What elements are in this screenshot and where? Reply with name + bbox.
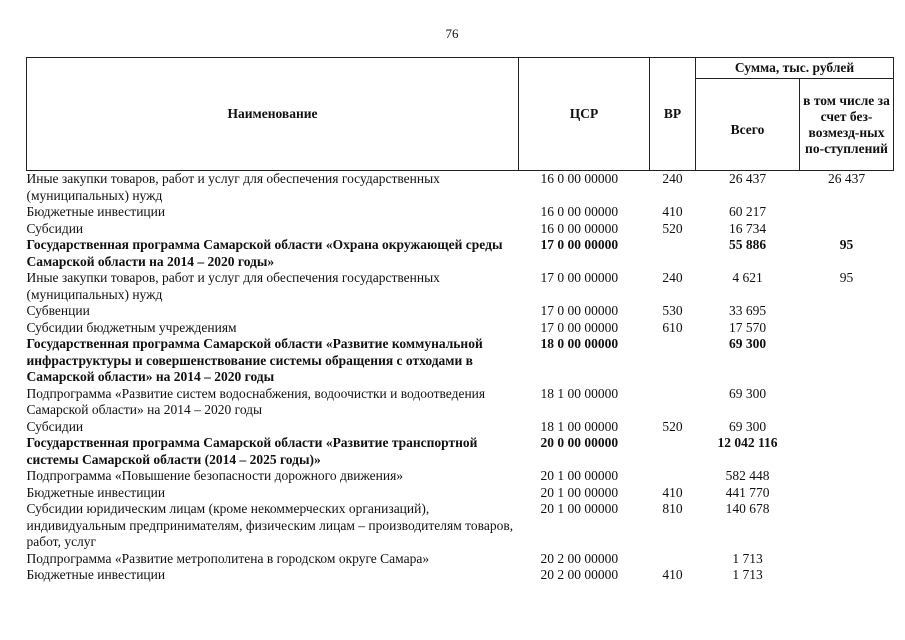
row-total-cell: 55 886 — [728, 237, 767, 252]
row-vr-cell: 410 — [662, 484, 683, 500]
row-gratuitous-cell — [800, 435, 894, 468]
table-row — [27, 336, 894, 386]
row-gratuitous-cell — [800, 336, 894, 386]
row-total-cell: 26 437 — [728, 171, 767, 186]
row-csr-cell: 20 0 00 00000 — [540, 435, 619, 450]
table-row — [27, 485, 894, 502]
row-vr-cell — [650, 386, 696, 419]
row-name-cell: Иные закупки товаров, работ и услуг для обеспечения государственных (муниципальных) нужд — [26, 270, 440, 302]
row-total-cell: 12 042 116 — [717, 435, 778, 450]
row-name-cell: Подпрограмма «Развитие систем водоснабжения, водоочистки и водоотведения Самарской области» на 2014 – 2020 годы — [26, 385, 486, 417]
row-vr-cell: 810 — [662, 501, 683, 516]
row-vr-cell — [650, 336, 696, 386]
row-gratuitous-cell — [800, 567, 894, 584]
row-csr-cell: 18 0 00 00000 — [540, 336, 619, 351]
table-row — [27, 435, 894, 468]
row-total-cell: 441 770 — [725, 484, 770, 500]
table-row — [27, 320, 894, 337]
row-gratuitous-cell — [800, 204, 894, 221]
row-csr-cell: 17 0 00 00000 — [540, 270, 619, 285]
header-sum-group: Сумма, тыс. рублей — [696, 58, 894, 79]
row-vr-cell — [650, 551, 696, 568]
row-vr-cell: 410 — [662, 204, 683, 219]
row-name-cell: Подпрограмма «Повышение безопасности дорожного движения» — [26, 468, 404, 483]
page-number: 76 — [445, 26, 459, 41]
row-name-cell: Бюджетные инвестиции — [26, 204, 166, 219]
table-row — [27, 237, 894, 270]
row-csr-cell: 18 1 00 00000 — [540, 385, 619, 401]
row-total-cell: 582 448 — [725, 468, 770, 483]
table-row — [27, 270, 894, 303]
row-name-cell: Субсидии юридическим лицам (кроме некоммерческих организаций), индивидуальным предпринимателям, физическим лицам – производителям товаров, работ, услуг — [26, 501, 514, 549]
header-total: Всего — [696, 79, 800, 171]
row-gratuitous-cell — [800, 551, 894, 568]
row-gratuitous-cell — [800, 419, 894, 436]
row-name-cell: Подпрограмма «Развитие метрополитена в городском округе Самара» — [26, 550, 430, 566]
row-vr-cell: 240 — [662, 171, 683, 186]
table-row — [27, 551, 894, 568]
row-csr-cell: 16 0 00 00000 — [540, 204, 619, 219]
row-name-cell: Субсидии бюджетным учреждениям — [26, 319, 237, 335]
row-gratuitous-cell — [800, 485, 894, 502]
row-csr-cell: 20 1 00 00000 — [540, 484, 619, 500]
row-total-cell: 140 678 — [725, 501, 770, 516]
row-csr-cell: 20 2 00 00000 — [540, 550, 619, 566]
row-vr-cell: 240 — [662, 270, 683, 285]
row-csr-cell: 20 1 00 00000 — [540, 468, 619, 483]
table-row — [27, 303, 894, 320]
header-vr: ВР — [650, 58, 696, 171]
row-csr-cell: 16 0 00 00000 — [540, 220, 619, 236]
row-total-cell: 69 300 — [728, 336, 767, 351]
row-gratuitous-cell — [800, 386, 894, 419]
row-gratuitous-cell — [800, 303, 894, 320]
table-row — [27, 419, 894, 436]
row-csr-cell: 20 2 00 00000 — [540, 567, 619, 582]
row-name-cell: Государственная программа Самарской области «Охрана окружающей среды Самарской области на 2014 – 2020 годы» — [26, 237, 503, 269]
table-body — [27, 171, 894, 584]
table-header — [27, 58, 894, 171]
row-name-cell: Государственная программа Самарской области «Развитие коммунальной инфраструктуры и совершенствование системы обращения с отходами в Самарской области» на 2014 – 2020 годы — [26, 336, 483, 384]
budget-table — [26, 57, 894, 584]
row-gratuitous-cell — [800, 501, 894, 551]
row-csr-cell: 17 0 00 00000 — [540, 303, 619, 318]
row-name-cell: Субсидии — [26, 220, 84, 236]
row-gratuitous-cell — [800, 221, 894, 238]
row-gratuitous-cell — [800, 320, 894, 337]
row-total-cell: 1 713 — [732, 567, 763, 582]
row-gratuitous-cell: 26 437 — [827, 171, 866, 186]
table-row — [27, 501, 894, 551]
row-name-cell: Бюджетные инвестиции — [26, 484, 166, 500]
row-name-cell: Иные закупки товаров, работ и услуг для обеспечения государственных (муниципальных) нужд — [26, 171, 440, 203]
row-total-cell: 1 713 — [732, 550, 763, 566]
row-vr-cell: 520 — [662, 220, 683, 236]
row-vr-cell — [650, 435, 696, 468]
row-vr-cell — [650, 237, 696, 270]
row-csr-cell: 17 0 00 00000 — [540, 237, 619, 252]
row-gratuitous-cell: 95 — [839, 270, 854, 285]
table-row — [27, 171, 894, 205]
row-name-cell: Государственная программа Самарской области «Развитие транспортной системы Самарской области (2014 – 2025 годы)» — [26, 435, 478, 467]
row-total-cell: 69 300 — [728, 418, 767, 434]
row-csr-cell: 20 1 00 00000 — [540, 501, 619, 516]
header-name: Наименование — [27, 58, 519, 171]
row-gratuitous-cell — [800, 468, 894, 485]
table-row — [27, 386, 894, 419]
table-row — [27, 468, 894, 485]
row-csr-cell: 17 0 00 00000 — [540, 319, 619, 335]
row-vr-cell: 410 — [662, 567, 683, 582]
row-csr-cell: 18 1 00 00000 — [540, 418, 619, 434]
row-vr-cell: 610 — [662, 319, 683, 335]
row-total-cell: 33 695 — [728, 303, 767, 318]
table-row — [27, 567, 894, 584]
row-name-cell: Бюджетные инвестиции — [26, 567, 166, 582]
row-total-cell: 17 570 — [728, 319, 767, 335]
row-vr-cell — [650, 468, 696, 485]
row-name-cell: Субвенции — [26, 303, 90, 318]
row-csr-cell: 16 0 00 00000 — [540, 171, 619, 186]
row-gratuitous-cell: 95 — [839, 237, 854, 252]
row-total-cell: 60 217 — [728, 204, 767, 219]
table-row — [27, 221, 894, 238]
row-vr-cell: 530 — [662, 303, 683, 318]
header-csr: ЦСР — [519, 58, 650, 171]
row-total-cell: 69 300 — [728, 385, 767, 401]
header-gratuitous: в том числе за счет без-возмезд-ных по-ступлений — [800, 79, 894, 171]
row-total-cell: 4 621 — [732, 270, 763, 285]
table-row — [27, 204, 894, 221]
row-total-cell: 16 734 — [728, 220, 767, 236]
row-vr-cell: 520 — [662, 418, 683, 434]
row-name-cell: Субсидии — [26, 418, 84, 434]
